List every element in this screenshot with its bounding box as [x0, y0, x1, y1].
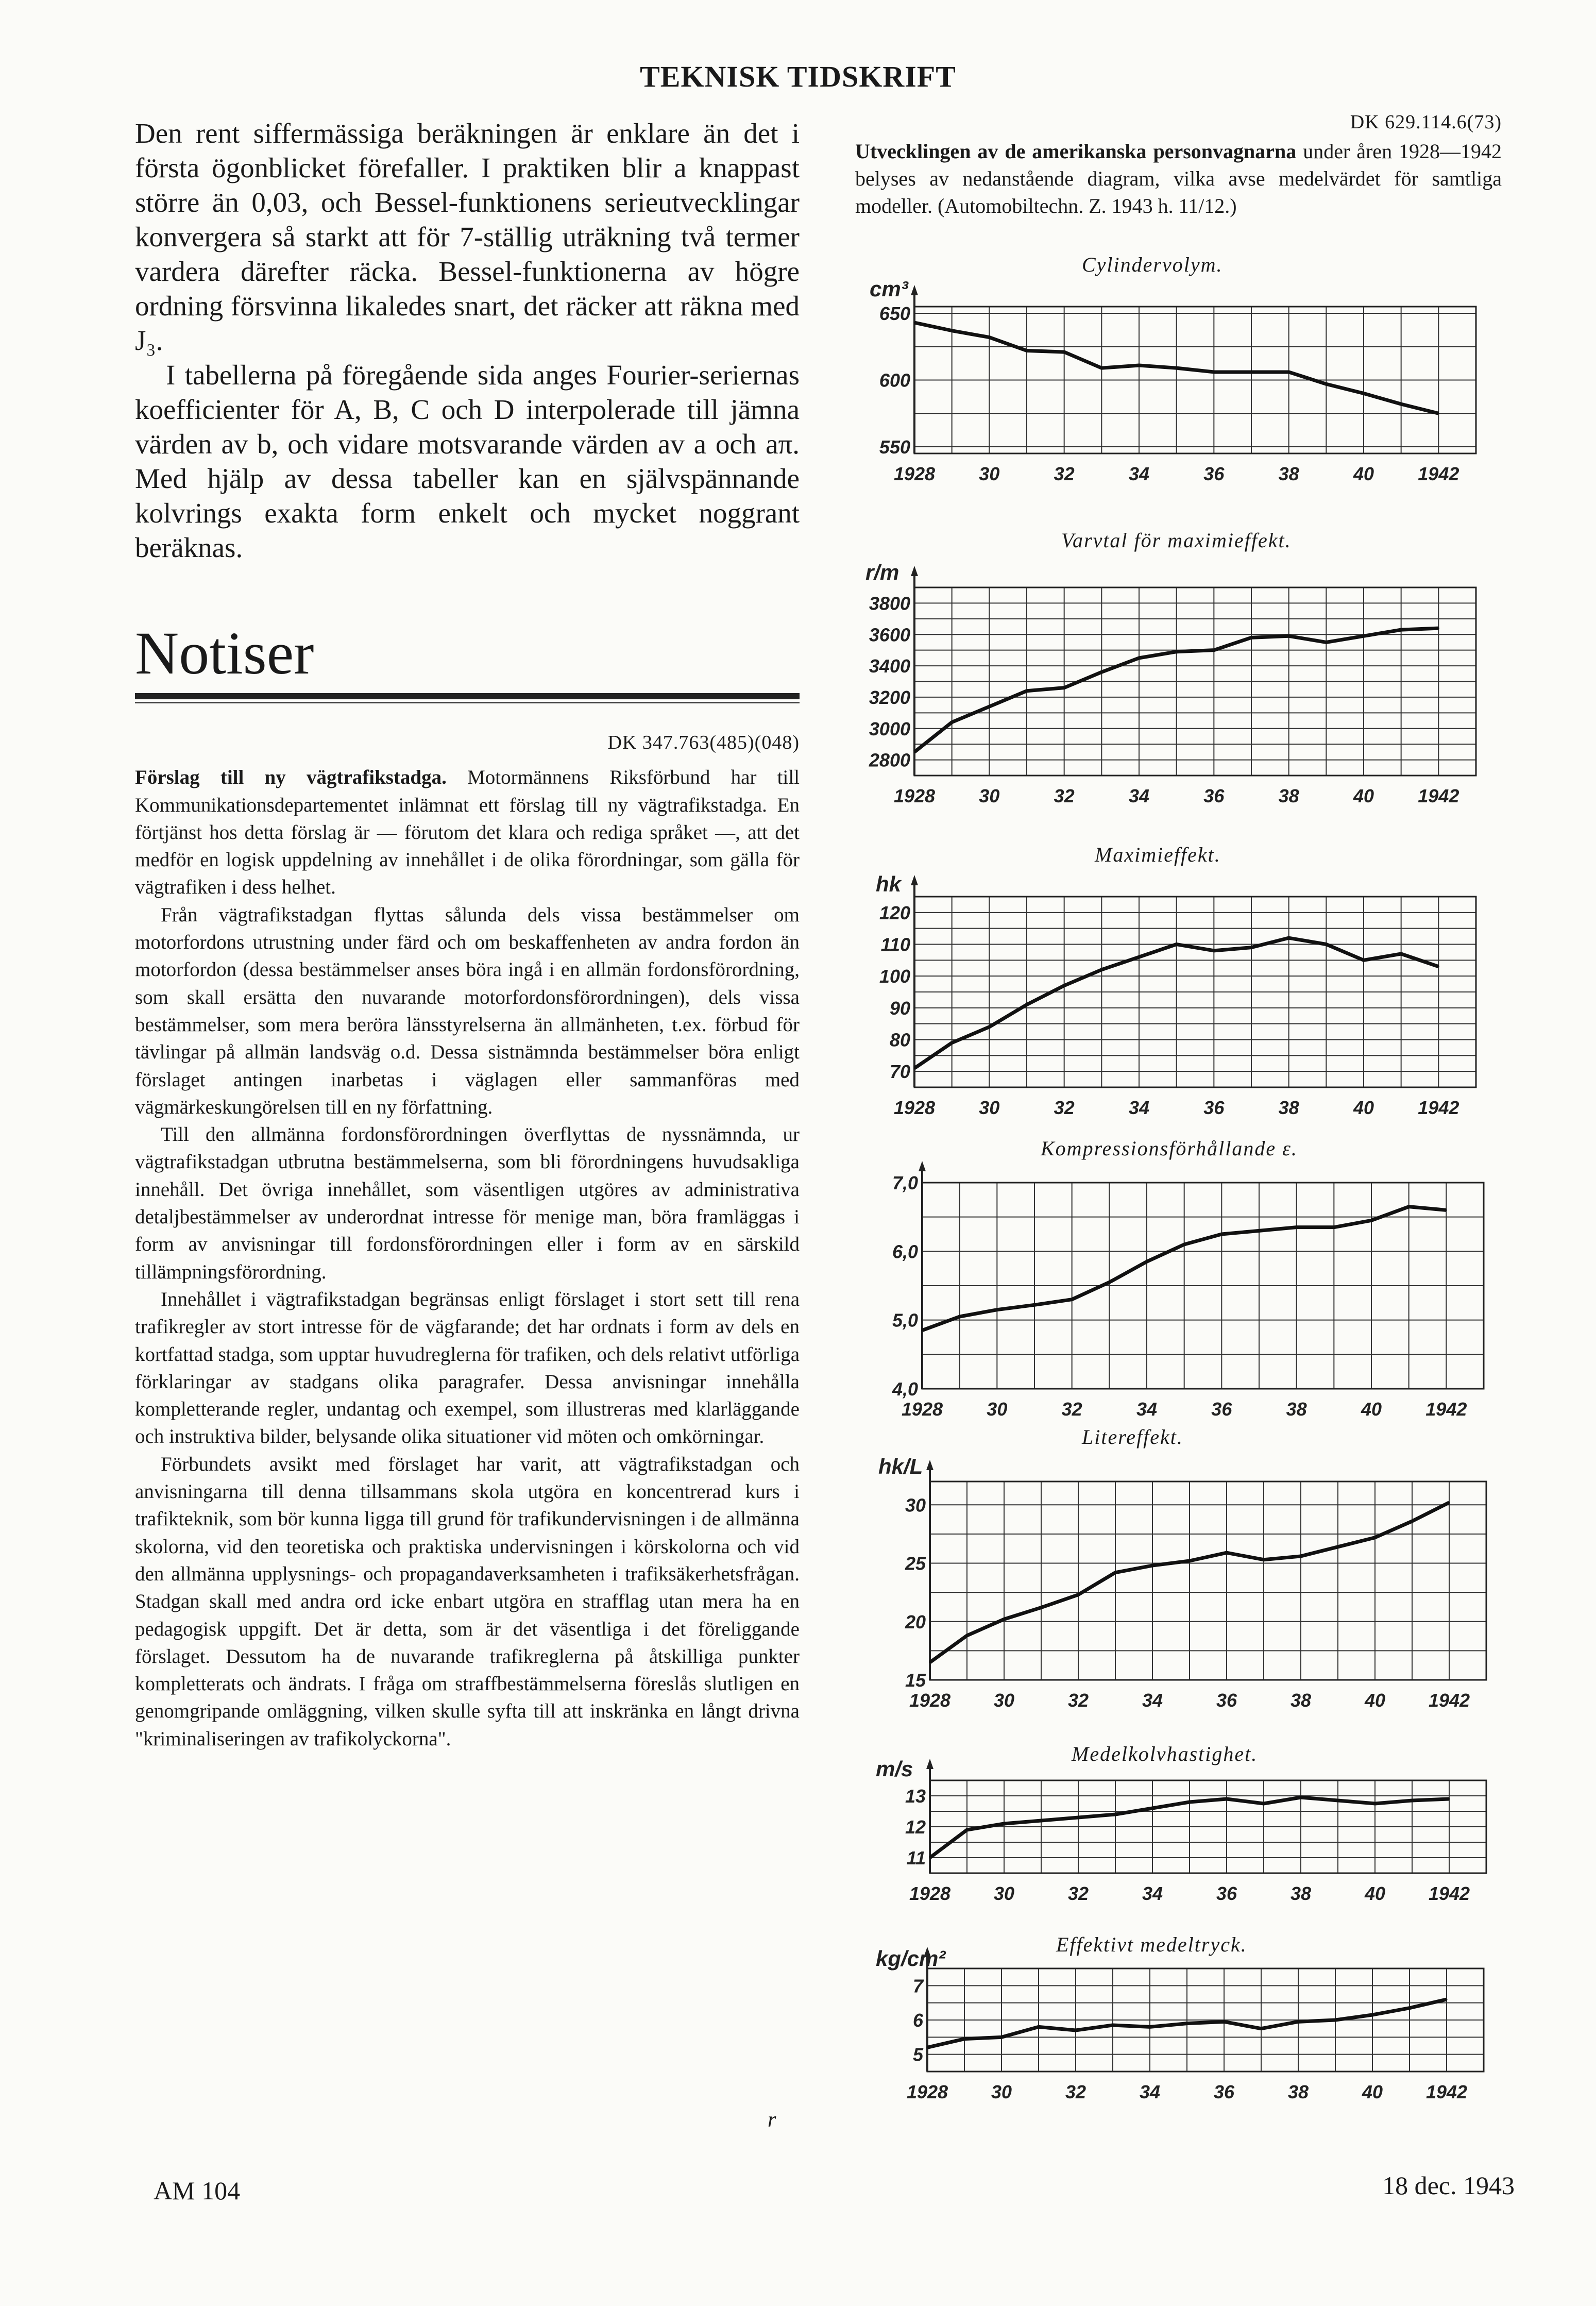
- chart-x-tick-label: 38: [1286, 1399, 1307, 1420]
- chart-x-tick-label: 40: [1353, 785, 1374, 806]
- chart-data-point: [1149, 2026, 1151, 2028]
- chart-x-tick-label: 34: [1128, 785, 1150, 806]
- chart-y-tick-label: 6,0: [892, 1241, 918, 1263]
- chart-y-arrow: [911, 566, 918, 576]
- chart-data-point: [1038, 2026, 1040, 2028]
- chart-data-point: [1449, 1502, 1450, 1503]
- chart-title: Cylindervolym.: [1082, 253, 1223, 276]
- chart-x-tick-label: 34: [1139, 2081, 1161, 2102]
- chart-data-point: [1101, 367, 1102, 369]
- chart-y-tick-label: 650: [879, 302, 910, 324]
- chart-data-point: [1326, 383, 1327, 385]
- chart-x-tick-label: 36: [1211, 1399, 1232, 1420]
- chart-data-point: [1409, 2007, 1411, 2009]
- chart-y-tick-label: 70: [889, 1061, 910, 1083]
- chart-y-tick-label: 90: [889, 997, 910, 1019]
- chart-data-point: [1400, 629, 1402, 631]
- chart-data-point: [1176, 651, 1177, 652]
- chart-x-tick-label: 38: [1278, 1097, 1299, 1118]
- chart-cylindervolym-svg: [855, 242, 1504, 500]
- chart-data-point: [1288, 371, 1289, 373]
- chart-data-point: [922, 1329, 923, 1331]
- article-paragraph: Till den allmänna fordonsförordningen överflyttas de nyssnämnda, ur vägtrafikstadgan utbrutna bestämmelserna, som bli förordningens huvudsakliga innehåll. Det övriga innehållet, som väsentligen utgöres av administrativa detaljbestämmelser av underordnat intresse för menige man, böra framläggas i form av anvisningar till fordonsförordningen eller i form av en särskild tillämpningsförordning.: [135, 1123, 800, 1283]
- chart-x-tick-label: 34: [1136, 1399, 1158, 1420]
- chart-x-tick-label: 32: [1067, 1883, 1089, 1904]
- chart-data-point: [1224, 2021, 1225, 2023]
- chart-data-point: [1183, 1244, 1185, 1245]
- chart-x-tick-label: 30: [979, 463, 1000, 484]
- chart-data-point: [1226, 1552, 1228, 1554]
- chart-y-tick-label: 3800: [869, 593, 910, 614]
- chart-y-tick-label: 6: [912, 2010, 923, 2031]
- chart-data-point: [1189, 1802, 1191, 1803]
- chart-data-point: [1400, 403, 1402, 405]
- chart-x-tick-label: 1928: [909, 1690, 951, 1711]
- chart-x-tick-label: 1942: [1418, 463, 1459, 484]
- chart-data-point: [1412, 1800, 1413, 1802]
- chart-x-tick-label: 34: [1142, 1690, 1163, 1711]
- chart-data-point: [1213, 950, 1215, 951]
- chart-y-tick-label: 11: [906, 1847, 926, 1869]
- chart-y-tick-label: 7: [912, 1975, 923, 1997]
- section-rule-thin: [135, 702, 800, 703]
- chart-data-point: [1371, 1220, 1372, 1221]
- chart-data-point: [914, 1068, 915, 1069]
- chart-data-point: [1372, 2014, 1373, 2016]
- chart-data-point: [1363, 393, 1365, 394]
- chart-data-point: [1298, 2021, 1299, 2023]
- chart-data-point: [1251, 637, 1252, 638]
- chart-x-tick-label: 40: [1361, 1399, 1382, 1420]
- chart-data-point: [966, 1635, 968, 1636]
- chart-y-tick-label: 100: [879, 966, 910, 987]
- chart-data-point: [1335, 2019, 1336, 2021]
- chart-data-point: [1213, 649, 1215, 651]
- chart-medelkolvhastighet: [855, 1739, 1504, 1914]
- chart-data-point: [914, 322, 915, 324]
- chart-x-tick-label: 1928: [893, 785, 936, 806]
- chart-y-axis-label: hk/L: [878, 1454, 923, 1478]
- chart-data-point: [1300, 1797, 1302, 1798]
- chart-data-point: [989, 1026, 990, 1028]
- chart-data-point: [1288, 937, 1289, 939]
- chart-x-tick-label: 1928: [893, 463, 936, 484]
- article: [135, 729, 800, 1753]
- chart-y-axis-label: m/s: [876, 1757, 913, 1781]
- chart-data-point: [1363, 635, 1365, 637]
- article-paragraph: Innehållet i vägtrafikstadgan begränsas enligt förslaget i stort sett till rena trafikregler av stort intresse för de vägfarande; det har ordnats i form av dels en kortfattad stadga, som upptar huvudreglerna för trafiken, och dels relativt utförliga förklaringar av stadgans olika paragrafer. Dessa anvisningar innehålla kompletterande regler, undantag och exempel, som illustreras med klarläggande och instruktiva bilder, belysande olika situationer vid möten och omkörningar.: [135, 1288, 800, 1448]
- chart-x-tick-label: 34: [1142, 1883, 1163, 1904]
- chart-data-point: [1251, 947, 1252, 948]
- chart-x-tick-label: 1942: [1428, 1690, 1470, 1711]
- chart-data-point: [1109, 1282, 1110, 1283]
- chart-data-point: [1300, 1555, 1302, 1557]
- chart-y-tick-label: 3600: [869, 624, 910, 646]
- chart-y-axis-label: hk: [876, 872, 902, 896]
- chart-data-point: [951, 721, 953, 723]
- journal-header: TEKNISK TIDSKRIFT: [640, 60, 956, 93]
- chart-data-point: [1026, 1004, 1028, 1005]
- chart-x-tick-label: 32: [1054, 463, 1075, 484]
- chart-data-point: [1226, 1798, 1228, 1800]
- chart-data-point: [1139, 365, 1140, 366]
- chart-data-point: [1251, 371, 1252, 373]
- chart-y-arrow: [926, 1460, 933, 1470]
- chart-data-point: [1374, 1537, 1376, 1538]
- chart-data-point: [1034, 1304, 1035, 1306]
- chart-data-point: [1213, 371, 1215, 373]
- chart-x-tick-label: 38: [1278, 785, 1299, 806]
- chart-y-tick-label: 550: [879, 436, 910, 458]
- chart-x-tick-label: 30: [979, 1097, 1000, 1118]
- chart-x-tick-label: 32: [1065, 2081, 1086, 2102]
- chart-x-tick-label: 30: [987, 1399, 1008, 1420]
- chart-data-point: [1071, 1299, 1073, 1300]
- chart-x-tick-label: 30: [993, 1883, 1015, 1904]
- chart-data-point: [1152, 1808, 1153, 1809]
- right-intro: [855, 138, 1502, 220]
- chart-data-point: [1152, 1565, 1153, 1567]
- chart-y-tick-label: 80: [889, 1029, 910, 1051]
- chart-x-tick-label: 40: [1364, 1690, 1386, 1711]
- chart-data-point: [951, 1042, 953, 1043]
- chart-y-tick-label: 5: [912, 2044, 923, 2065]
- chart-x-tick-label: 1928: [901, 1399, 943, 1420]
- chart-data-point: [989, 336, 990, 338]
- chart-x-tick-label: 1942: [1418, 785, 1459, 806]
- chart-litereffekt-svg: [855, 1422, 1504, 1716]
- chart-data-point: [1333, 1226, 1335, 1228]
- chart-data-point: [1263, 1559, 1265, 1560]
- chart-data-point: [1438, 966, 1439, 967]
- chart-x-tick-label: 38: [1290, 1690, 1312, 1711]
- chart-data-point: [1078, 1594, 1079, 1595]
- right-dk-code: DK 629.114.6(73): [1350, 111, 1502, 133]
- chart-y-arrow: [926, 1759, 933, 1769]
- footer-right: 18 dec. 1943: [1382, 2171, 1515, 2200]
- chart-x-tick-label: 40: [1353, 1097, 1374, 1118]
- right-column: [855, 111, 1502, 220]
- chart-data-point: [1263, 1803, 1265, 1805]
- chart-x-tick-label: 1928: [906, 2081, 948, 2102]
- chart-data-point: [1063, 351, 1065, 353]
- chart-data-point: [1186, 2023, 1188, 2024]
- chart-medelkolvhastighet-svg: [855, 1739, 1504, 1914]
- chart-x-tick-label: 36: [1203, 463, 1225, 484]
- chart-medeltryck: [855, 1930, 1504, 2120]
- intro-paragraph: I tabellerna på föregående sida anges Fourier-seriernas koefficienter för A, B, C och D interpolerade till jämna värden av b, och vidare motsvarande värden av a och aπ. Med hjälp av dessa tabeller kan en självspännande kolvrings exakta form enkelt och mycket noggrant beräknas.: [135, 359, 800, 563]
- chart-x-tick-label: 34: [1128, 463, 1150, 484]
- intro-text: [135, 116, 800, 565]
- chart-data-point: [1176, 367, 1177, 369]
- chart-data-point: [1001, 2036, 1003, 2038]
- chart-data-point: [1412, 1521, 1413, 1522]
- chart-data-point: [1041, 1820, 1042, 1822]
- chart-data-point: [1101, 671, 1102, 673]
- article-dk-code: DK 347.763(485)(048): [607, 732, 800, 753]
- chart-data-point: [1041, 1607, 1042, 1608]
- chart-data-point: [1259, 1230, 1260, 1232]
- chart-data-point: [927, 2047, 928, 2048]
- chart-y-tick-label: 600: [879, 369, 910, 391]
- chart-x-tick-label: 1942: [1425, 2081, 1468, 2102]
- chart-y-tick-label: 20: [905, 1611, 926, 1632]
- chart-data-point: [1176, 944, 1177, 945]
- chart-y-tick-label: 110: [880, 934, 910, 955]
- article-lead: Förslag till ny vägtrafikstadga.: [135, 766, 447, 789]
- chart-data-point: [1446, 1999, 1448, 2000]
- chart-data-point: [1115, 1814, 1116, 1815]
- chart-data-point: [1063, 687, 1065, 688]
- chart-title: Varvtal för maximieffekt.: [1061, 529, 1292, 552]
- chart-litereffekt: [855, 1422, 1504, 1716]
- chart-data-point: [1438, 628, 1439, 629]
- chart-data-point: [929, 1662, 931, 1663]
- chart-y-tick-label: 13: [905, 1786, 926, 1807]
- chart-x-tick-label: 40: [1362, 2081, 1383, 2102]
- chart-x-tick-label: 30: [979, 785, 1000, 806]
- article-paragraph: [135, 764, 800, 901]
- chart-y-axis-label: kg/cm²: [876, 1946, 946, 1971]
- chart-data-point: [914, 751, 915, 753]
- chart-varvtal: [855, 526, 1504, 835]
- article-paragraph: Från vägtrafikstadgan flyttas sålunda dels vissa bestämmelser om motorfordons utrustning under färd och om beskaffenheten av andra fordon än motorfordon (dessa bestämmelser anses böra ingå i en allmän fordonsförordning, som skall ersätta den nuvarande motorfordonsförordningen), dels vissa bestämmelser, som mera beröra länsstyrelserna än allmänheten, t.ex. förbud för tävlingar på allmän landsväg o.d. Dessa sistnämnda bestämmelser böra enligt förslaget antingen inarbetas i väglagen eller sammanföras med vägmärkeskungörelsen till en ny författning.: [135, 903, 800, 1118]
- chart-data-point: [1363, 960, 1365, 961]
- chart-x-tick-label: 32: [1054, 785, 1075, 806]
- chart-x-tick-label: 38: [1290, 1883, 1312, 1904]
- chart-data-point: [959, 1316, 960, 1318]
- right-lead: Utvecklingen av de amerikanska personvagnarna: [855, 140, 1297, 163]
- chart-x-tick-label: 1942: [1418, 1097, 1459, 1118]
- chart-x-tick-label: 36: [1203, 785, 1225, 806]
- chart-data-point: [1296, 1226, 1297, 1228]
- chart-x-tick-label: 32: [1061, 1399, 1082, 1420]
- article-paragraph: Förbundets avsikt med förslaget har varit, att vägtrafikstadgan och anvisningarna till denna tillsammans skola utgöra en koncentrerad kurs i trafikteknik, som bör kunna ligga till grund för trafikundervisningen i de allmänna skolorna, vid den teoretiska och praktiska undervisningen i körskolorna och vid den allmänna upplysnings- och propagandaverksamheten i trafiksäkerhetsfrågan. Stadgan skall med andra ord icke enbart utgöra en strafflag utan mera ha en pedagogisk uppgift. Det är detta, som är det väsentliga i det föreliggande förslaget. Dessutom ha de nuvarande trafikreglerna på åtskilliga punkter kompletterats och ändrats. I fråga om straffbestämmelserna föreslås slutligen en genomgripande omläggning, vilken skulle syfta till att inskränka en långt drivna "kriminaliseringen av trafikolyckorna".: [135, 1453, 800, 1750]
- chart-y-tick-label: 15: [905, 1670, 926, 1691]
- chart-x-tick-label: 30: [991, 2081, 1012, 2102]
- chart-data-point: [1337, 1546, 1339, 1547]
- chart-data-point: [989, 706, 990, 708]
- chart-y-tick-label: 12: [905, 1816, 926, 1838]
- chart-data-point: [1026, 350, 1028, 351]
- chart-data-point: [1374, 1803, 1376, 1805]
- chart-x-tick-label: 34: [1128, 1097, 1150, 1118]
- chart-data-point: [1189, 1560, 1191, 1562]
- chart-y-tick-label: 4,0: [892, 1378, 918, 1400]
- chart-data-point: [929, 1857, 931, 1859]
- chart-x-tick-label: 36: [1216, 1883, 1237, 1904]
- chart-data-point: [1449, 1798, 1450, 1800]
- chart-x-tick-label: 36: [1213, 2081, 1235, 2102]
- chart-y-tick-label: 25: [905, 1553, 926, 1574]
- chart-data-point: [951, 330, 953, 331]
- chart-title: Kompressionsförhållande ε.: [1041, 1137, 1298, 1160]
- chart-maximieffekt-svg: [855, 840, 1504, 1139]
- chart-kompression: [855, 1134, 1504, 1422]
- chart-x-tick-label: 36: [1216, 1690, 1237, 1711]
- chart-data-point: [1115, 1572, 1116, 1573]
- chart-data-point: [1326, 944, 1327, 945]
- chart-data-point: [1337, 1800, 1339, 1802]
- chart-y-tick-label: 2800: [869, 749, 910, 771]
- chart-data-point: [966, 1829, 968, 1831]
- chart-y-tick-label: 7,0: [892, 1172, 918, 1193]
- chart-title: Litereffekt.: [1082, 1425, 1183, 1449]
- chart-x-tick-label: 32: [1054, 1097, 1075, 1118]
- chart-data-point: [1063, 985, 1065, 986]
- chart-title: Medelkolvhastighet.: [1072, 1742, 1258, 1765]
- chart-title: Maximieffekt.: [1095, 843, 1221, 866]
- chart-data-point: [1408, 1206, 1410, 1207]
- chart-y-arrow: [911, 875, 918, 885]
- chart-x-tick-label: 32: [1067, 1690, 1089, 1711]
- chart-data-point: [1261, 2028, 1262, 2029]
- intro-paragraph: Den rent siffermässiga beräkningen är enklare än det i första ögonblicket förefaller. I praktiken blir a knappast större än 0,03, och Bessel-funktionens serieutvecklingar konvergera så starkt att för 7-ställig uträkning två termer vardera därefter räcka. Bessel-funktionerna av högre ordning försvinna likaledes snart, det räcker att räkna med J₃.: [135, 117, 800, 356]
- chart-varvtal-svg: [855, 526, 1504, 835]
- chart-x-tick-label: 40: [1353, 463, 1374, 484]
- chart-y-tick-label: 3400: [869, 655, 910, 677]
- chart-x-tick-label: 36: [1203, 1097, 1225, 1118]
- chart-data-point: [1112, 2025, 1114, 2026]
- chart-y-tick-label: 3200: [869, 686, 910, 708]
- chart-data-point: [1004, 1823, 1005, 1825]
- chart-x-tick-label: 38: [1278, 463, 1299, 484]
- chart-x-tick-label: 1942: [1428, 1883, 1470, 1904]
- chart-y-arrow: [911, 285, 918, 295]
- chart-y-axis-label: cm³: [870, 277, 908, 301]
- chart-data-point: [996, 1309, 998, 1310]
- chart-x-tick-label: 30: [993, 1690, 1015, 1711]
- article-paragraph-text: Motormännens Riksförbund har till Kommunikationsdepartementet inlämnat ett förslag till ny vägtrafikstadga. En förtjänst hos detta förslag är — förutom det klara och rediga språket —, att det medför en logisk uppdelning av innehållet i de olika förordningar, som gälla för vägtrafiken i dess helhet.: [135, 766, 800, 899]
- right-intro-text: under åren 1928—1942 belyses av nedanstående diagram, vilka avse medelvärdet för samtliga modeller. (Automobiltechn. Z. 1943 h. 11/12.): [855, 140, 1502, 217]
- chart-x-tick-label: 1928: [893, 1097, 936, 1118]
- stray-mark: r: [768, 2108, 776, 2132]
- chart-medeltryck-svg: [855, 1930, 1504, 2120]
- chart-kompression-svg: [855, 1134, 1504, 1422]
- chart-title: Effektivt medeltryck.: [1056, 1933, 1247, 1956]
- chart-x-tick-label: 40: [1364, 1883, 1386, 1904]
- chart-data-point: [1139, 956, 1140, 958]
- chart-data-point: [1446, 1209, 1447, 1211]
- footer-left: AM 104: [154, 2176, 241, 2205]
- chart-data-point: [964, 2038, 965, 2040]
- section-title: Notiser: [135, 619, 314, 687]
- chart-data-point: [1078, 1817, 1079, 1819]
- chart-y-axis-label: r/m: [865, 560, 899, 584]
- chart-maximieffekt: [855, 840, 1504, 1139]
- chart-x-tick-label: 1928: [909, 1883, 951, 1904]
- chart-y-tick-label: 5,0: [892, 1309, 918, 1331]
- chart-x-tick-label: 1942: [1425, 1399, 1467, 1420]
- chart-data-point: [1139, 657, 1140, 659]
- chart-y-arrow: [919, 1161, 926, 1171]
- chart-data-point: [1026, 690, 1028, 692]
- section-rule: [135, 693, 800, 699]
- chart-data-point: [1221, 1234, 1223, 1235]
- chart-data-point: [1075, 2030, 1077, 2031]
- chart-data-point: [1101, 969, 1102, 970]
- chart-cylindervolym: [855, 242, 1504, 500]
- chart-data-point: [1400, 953, 1402, 955]
- chart-y-tick-label: 30: [905, 1494, 926, 1516]
- chart-data-point: [1326, 642, 1327, 643]
- chart-x-tick-label: 38: [1287, 2081, 1309, 2102]
- chart-data-point: [1438, 413, 1439, 414]
- chart-data-point: [1146, 1261, 1148, 1263]
- chart-data-point: [1288, 635, 1289, 637]
- chart-y-tick-label: 3000: [869, 718, 910, 739]
- chart-data-point: [1004, 1619, 1005, 1620]
- chart-y-tick-label: 120: [879, 902, 910, 923]
- chart-frame: [930, 1482, 1486, 1680]
